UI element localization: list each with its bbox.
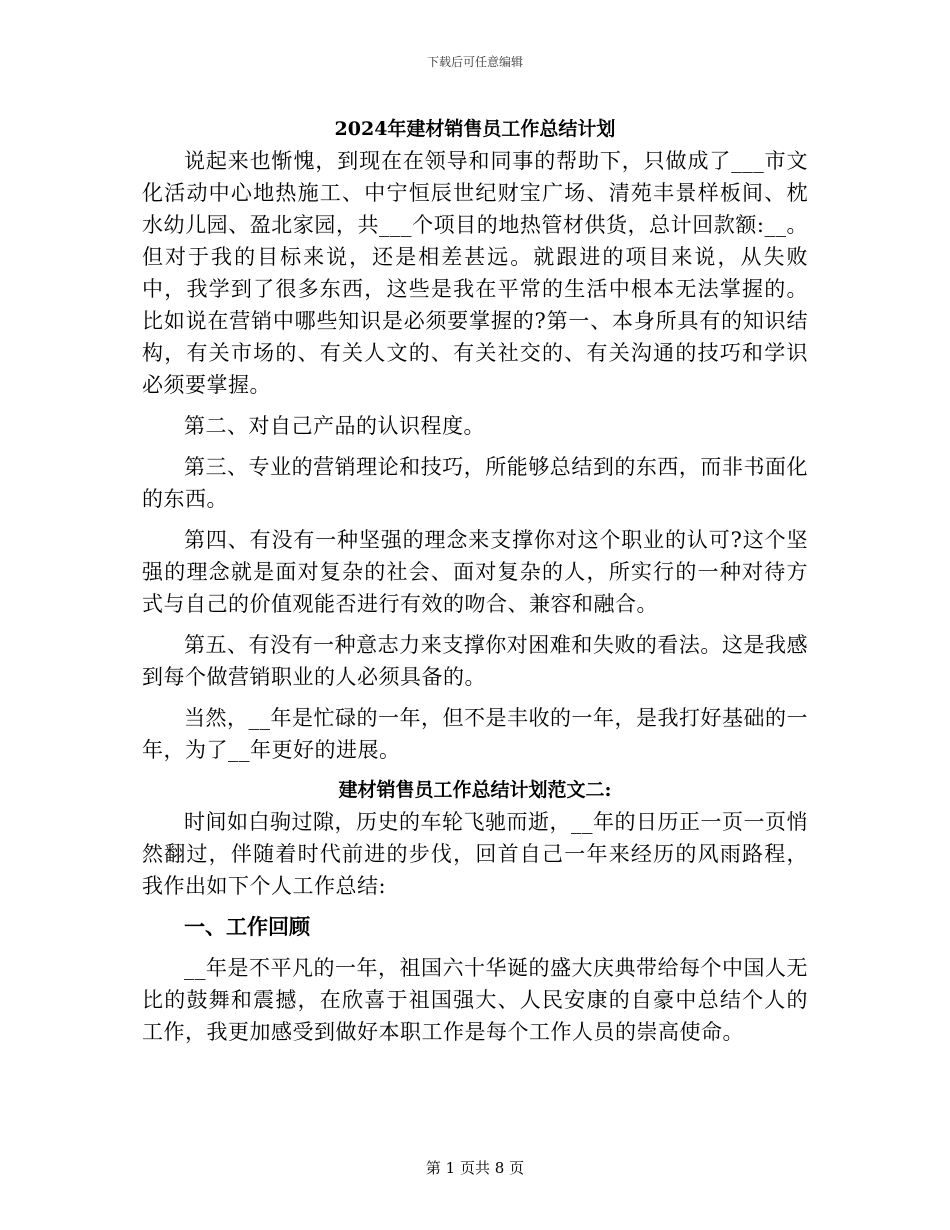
paragraph-point-two: 第二、对自己产品的认识程度。 [184, 414, 485, 438]
page-number: 第 1 页共 8 页 [425, 1159, 525, 1177]
paragraph-time-passes: 时间如白驹过隙，历史的车轮飞驰而逝，__年的日历正一页一页悄然翻过，伴随着时代前进的步伐，回首自己一年来经历的风雨路程，我作出如下个人工作总结: [142, 810, 808, 898]
paragraph-conclusion: 当然，__年是忙碌的一年，但不是丰收的一年，是我打好基础的一年，为了__年更好的进展。 [142, 706, 808, 762]
paragraph-point-three: 第三、专业的营销理论和技巧，所能够总结到的东西，而非书面化的东西。 [142, 455, 808, 511]
paragraph-intro-experience: 说起来也惭愧，到现在在领导和同事的帮助下，只做成了___市文化活动中心地热施工、中宁恒辰世纪财宝广场、清苑丰景样板间、枕水幼儿园、盈北家园，共___个项目的地热管材供货，总计回款额:__。但对于我的目标来说，还是相差甚远。就跟进的项目来说，从失败中，我学到了很多东西，这些是我在平常的生活中根本无法掌握的。比如说在营销中哪些知识是必须要掌握的?第一、本身所具有的知识结构，有关市场的、有关人文的、有关社交的、有关沟通的技巧和学识必须要掌握。 [142, 149, 808, 397]
header-note: 下载后可任意编辑 [426, 55, 523, 69]
paragraph-work-review: __年是不平凡的一年，祖国六十华诞的盛大庆典带给每个中国人无比的鼓舞和震撼，在欣喜于祖国强大、人民安康的自豪中总结个人的工作，我更加感受到做好本职工作是每个工作人员的崇高使命。 [142, 956, 808, 1044]
section-heading-work-review: 一、工作回顾 [184, 914, 310, 939]
paragraph-point-five: 第五、有没有一种意志力来支撑你对困难和失败的看法。这是我感到每个做营销职业的人必须具备的。 [142, 633, 808, 689]
document-body [142, 113, 808, 1048]
section-subtitle: 建材销售员工作总结计划范文二: [338, 779, 612, 801]
document-title: 2024年建材销售员工作总结计划 [334, 118, 616, 140]
paragraph-point-four: 第四、有没有一种坚强的理念来支撑你对这个职业的认可?这个坚强的理念就是面对复杂的社会、面对复杂的人，所实行的一种对待方式与自己的价值观能否进行有效的吻合、兼容和融合。 [142, 528, 808, 616]
